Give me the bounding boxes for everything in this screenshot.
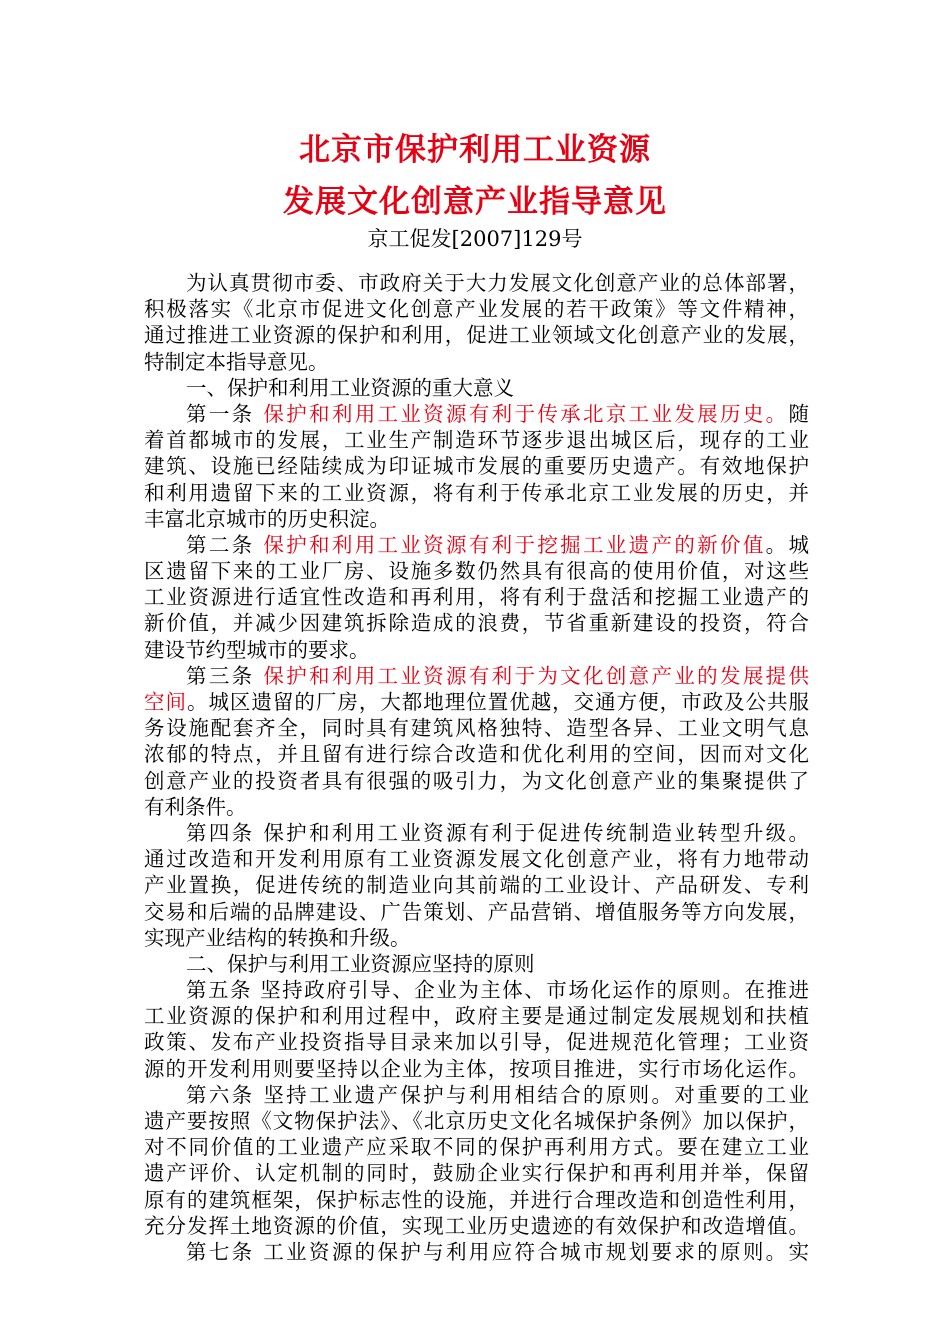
body-text-segment: 第二条 — [186, 532, 264, 557]
body-text-segment: 。城区遗留的厂房，大都地理位置优越，交通方便，市政及公共服 — [186, 690, 809, 714]
body-text-segment: 二、保护与利用工业资源应坚持的原则 — [186, 951, 535, 976]
body-text-segment: 丰富北京城市的历史积淀。 — [144, 506, 390, 531]
body-line — [144, 715, 809, 741]
body-line — [144, 977, 809, 1003]
body-line — [144, 1213, 809, 1239]
body-text-segment: 。城 — [765, 532, 809, 557]
body-text-segment: 第一条 — [186, 401, 264, 426]
body-text-segment: 第七条 工业资源的保护与利用应符合城市规划要求的原则。实 — [186, 1239, 809, 1264]
body-text-segment: 第三条 — [186, 663, 264, 688]
body-line — [144, 1056, 809, 1082]
body-text-segment: 建设节约型城市的要求。 — [144, 637, 370, 662]
body-text-segment: 通过推进工业资源的保护和利用，促进工业领域文化创意产业的发展， — [144, 323, 809, 348]
body-text-segment: 建筑、设施已经陆续成为印证城市发展的重要历史遗产。有效地保护 — [144, 454, 809, 479]
body-line — [144, 506, 809, 532]
body-line — [144, 637, 809, 663]
body-line — [144, 558, 809, 584]
body-text-segment: 着首都城市的发展，工业生产制造环节逐步退出城区后，现存的工业 — [144, 428, 809, 453]
body-text-segment: 新价值，并减少因建筑拆除造成的浪费，节省重新建设的投资，符合 — [144, 611, 809, 636]
body-line — [144, 453, 809, 479]
highlighted-text: 保护和利用工业资源有利于传承北京工业发展历史。 — [263, 401, 789, 426]
body-line — [144, 846, 809, 872]
body-text-segment: 特制定本指导意见。 — [144, 349, 329, 374]
body-text-segment: 积极落实《北京市促进文化创意产业发展的若干政策》等文件精神， — [144, 297, 809, 322]
body-text-segment: 政策、发布产业投资指导目录来加以引导，促进规范化管理；工业资 — [144, 1030, 809, 1055]
body-line — [144, 532, 809, 558]
body-line — [144, 1003, 809, 1029]
body-text-segment: 工业资源的保护和利用过程中，政府主要是通过制定发展规划和扶植 — [144, 1004, 809, 1029]
body-line — [144, 1160, 809, 1186]
body-text-segment: 充分发挥土地资源的价值，实现工业历史遗迹的有效保护和改造增值。 — [144, 1213, 809, 1238]
body-line — [144, 480, 809, 506]
body-line — [144, 1029, 809, 1055]
body-line — [144, 899, 809, 925]
body-text-segment: 区遗留下来的工业厂房、设施多数仍然具有很高的使用价值，对这些 — [144, 559, 809, 584]
body-text-segment: 创意产业的投资者具有很强的吸引力，为文化创意产业的集聚提供了 — [144, 768, 809, 793]
body-text-segment: 源的开发利用则要坚持以企业为主体，按项目推进，实行市场化运作。 — [144, 1056, 809, 1081]
body-line — [144, 872, 809, 898]
body-text-segment: 工业资源进行适宜性改造和再利用，将有利于盘活和挖掘工业遗产的 — [144, 585, 809, 610]
document-title-line-1: 北京市保护利用工业资源 — [299, 132, 651, 168]
body-line — [144, 1108, 809, 1134]
body-text-segment: 产业置换，促进传统的制造业向其前端的工业设计、产品研发、专利 — [144, 873, 809, 898]
document-number: 京工促发[2007]129号 — [367, 227, 583, 251]
body-line — [144, 820, 809, 846]
body-text-segment: 对不同价值的工业遗产应采取不同的保护再利用方式。要在建立工业 — [144, 1135, 809, 1160]
document-body — [144, 270, 809, 1265]
body-text-segment: 交易和后端的品牌建设、广告策划、产品营销、增值服务等方向发展， — [144, 899, 809, 924]
body-line — [144, 925, 809, 951]
body-line — [144, 322, 809, 348]
body-text-segment: 浓郁的特点，并且留有进行综合改造和优化利用的空间，因而对文化 — [144, 742, 809, 767]
body-text-segment: 第四条 保护和利用工业资源有利于促进传统制造业转型升级。 — [186, 820, 809, 845]
body-text-segment: 有利条件。 — [144, 794, 247, 819]
body-line — [144, 401, 809, 427]
body-text-segment: 第五条 坚持政府引导、企业为主体、市场化运作的原则。在推进 — [186, 978, 809, 1003]
highlighted-text: 空间 — [144, 690, 187, 714]
body-text-segment: 原有的建筑框架，保护标志性的设施，并进行合理改造和创造性利用， — [144, 1187, 809, 1212]
body-text-segment: 随 — [788, 401, 809, 426]
body-line — [144, 610, 809, 636]
body-line — [144, 794, 809, 820]
body-text-segment: 一、保护和利用工业资源的重大意义 — [186, 375, 514, 400]
body-text-segment: 实现产业结构的转换和升级。 — [144, 925, 411, 950]
document-title-line-2: 发展文化创意产业指导意见 — [283, 184, 667, 220]
body-line — [144, 584, 809, 610]
body-line — [144, 663, 809, 689]
body-line — [144, 1082, 809, 1108]
body-text-segment: 通过改造和开发利用原有工业资源发展文化创意产业，将有力地带动 — [144, 847, 809, 872]
body-line — [144, 270, 809, 296]
body-line — [144, 296, 809, 322]
body-line — [144, 768, 809, 794]
body-text-segment: 遗产评价、认定机制的同时，鼓励企业实行保护和再利用并举，保留 — [144, 1161, 809, 1186]
body-line — [144, 427, 809, 453]
body-line — [144, 349, 809, 375]
body-text-segment: 为认真贯彻市委、市政府关于大力发展文化创意产业的总体部署， — [186, 271, 809, 295]
body-text-segment: 第六条 坚持工业遗产保护与利用相结合的原则。对重要的工业 — [186, 1082, 809, 1107]
body-line — [144, 375, 809, 401]
highlighted-text: 保护和利用工业资源有利于挖掘工业遗产的新价值 — [263, 532, 766, 557]
body-line — [144, 741, 809, 767]
body-line — [144, 689, 809, 715]
highlighted-text: 保护和利用工业资源有利于为文化创意产业的发展提供 — [263, 663, 809, 688]
body-line — [144, 1187, 809, 1213]
body-text-segment: 和利用遗留下来的工业资源，将有利于传承北京工业发展的历史，并 — [144, 480, 809, 505]
body-text-segment: 务设施配套齐全，同时具有建筑风格独特、造型各异、工业文明气息 — [144, 716, 809, 741]
body-line — [144, 1239, 809, 1265]
body-line — [144, 951, 809, 977]
body-line — [144, 1134, 809, 1160]
body-text-segment: 遗产要按照《文物保护法》、《北京历史文化名城保护条例》加以保护， — [144, 1109, 809, 1133]
